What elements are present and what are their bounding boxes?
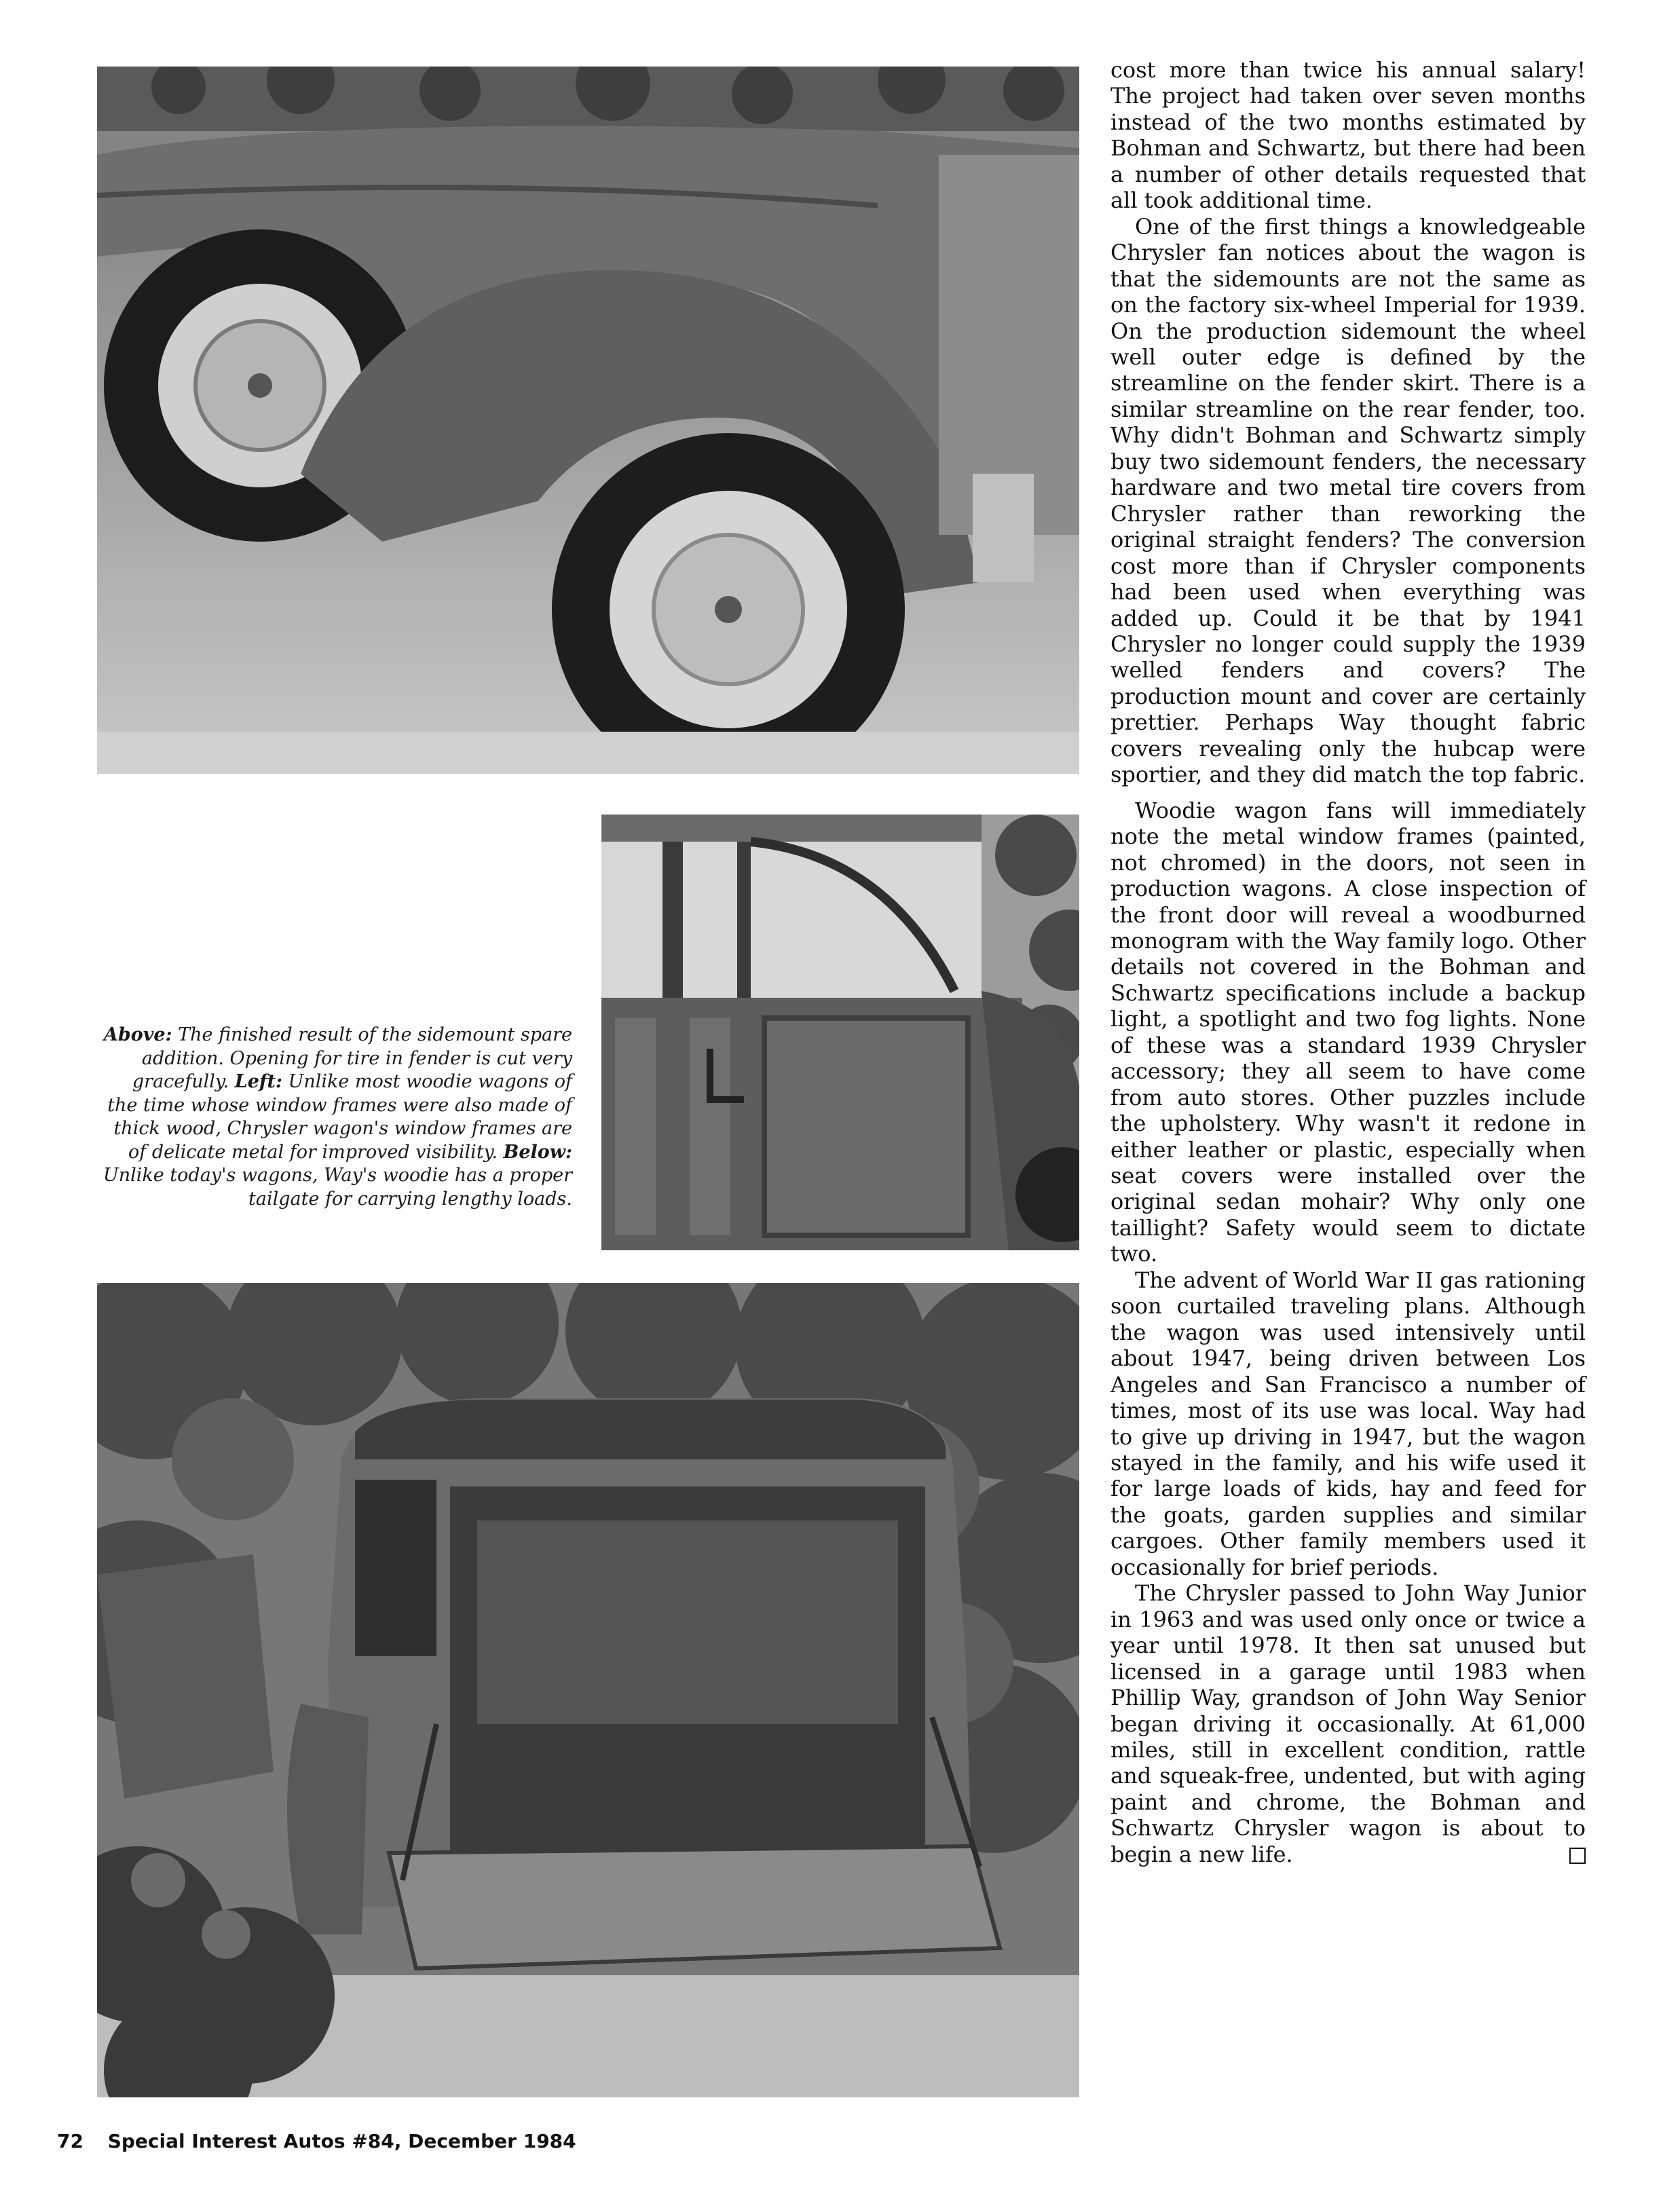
sidemount-spare-photo [97, 67, 1079, 774]
article-paragraph-1: cost more than twice his annual salary! The project had taken over seven months instead of the two months estimated by Bohman and Schwartz, but there had been a number of other details requested that all took additional time. [1110, 57, 1586, 214]
page-footer [57, 2130, 576, 2152]
page-number: 72 [57, 2130, 83, 2152]
caption-below-label: Below: [503, 1141, 572, 1163]
caption-above-label: Above: [103, 1024, 172, 1045]
caption-below-text: Unlike today's wagons, Way's woodie has a proper tailgate for carrying lengthy loads. [102, 1165, 572, 1210]
rear-tailgate-photo [97, 1283, 1079, 2097]
publication-line: Special Interest Autos #84, December 1984 [107, 2130, 576, 2152]
caption-left-label: Left: [234, 1071, 282, 1092]
caption-left-text: Unlike most woodie wagons of the time whose window frames were also made of thick wood, Chrysler wagon's window frames are of delicate metal for improved visibility. [107, 1071, 572, 1163]
end-mark-icon [1569, 1848, 1586, 1864]
article-paragraph-5-text: The Chrysler passed to John Way Junior in 1963 and was used only once or twice a year until 1978. It then sat unused but licensed in a garage until 1983 when Phillip Way, grandson of John Way Senior began driving it occasionally. At 61,000 miles, still in excellent condition, rattle and squeak-free, undented, but with aging paint and chrome, the Bohman and Schwartz Chrysler wagon is about to begin a new life. [1110, 1580, 1586, 1867]
article-paragraph-4: The advent of World War II gas rationing soon curtailed traveling plans. Although the wagon was used intensively until about 1947, being driven between Los Angeles and San Francisco a number of times, most of its use was local. Way had to give up driving in 1947, but the wagon stayed in the family, and his wife used it for large loads of kids, hay and feed for the goats, garden supplies and similar cargoes. Other family members used it occasionally for brief periods. [1110, 1267, 1586, 1580]
front-door-window-frame-photo [601, 815, 1079, 1250]
article-paragraph-3: Woodie wagon fans will immediately note the metal window frames (painted, not chromed) in the doors, not seen in production wagons. A close inspection of the front door will reveal a woodburned monogram with the Way family logo. Other details not covered in the Bohman and Schwartz specifications include a backup light, a spotlight and two fog lights. None of these was a standard 1939 Chrysler accessory; they all seem to have come from auto stores. Other puzzles include the upholstery. Why wasn't it redone in either leather or plastic, especially when seat covers were installed over the original sedan mohair? Why only one taillight? Safety would seem to dictate two. [1110, 797, 1586, 1267]
article-paragraph-2: One of the first things a knowledgeable Chrysler fan notices about the wagon is that the sidemounts are not the same as on the factory six-wheel Imperial for 1939. On the production sidemount the wheel well outer edge is defined by the streamline on the fender skirt. There is a similar streamline on the rear fender, too. Why didn't Bohman and Schwartz simply buy two sidemount fenders, the necessary hardware and two metal tire covers from Chrysler rather than reworking the original straight fenders? The conversion cost more than if Chrysler components had been used when everything was added up. Could it be that by 1941 Chrysler no longer could supply the 1939 welled fenders and covers? The production mount and cover are certainly prettier. Perhaps Way thought fabric covers revealing only the hubcap were sportier, and they did match the top fabric. [1110, 213, 1586, 788]
article-column [1110, 57, 1586, 1867]
article-paragraph-5 [1110, 1580, 1586, 1867]
photo-caption [97, 1024, 572, 1211]
caption-above-text: The finished result of the sidemount spare addition. Opening for tire in fender is cut very gracefully. [132, 1024, 572, 1092]
